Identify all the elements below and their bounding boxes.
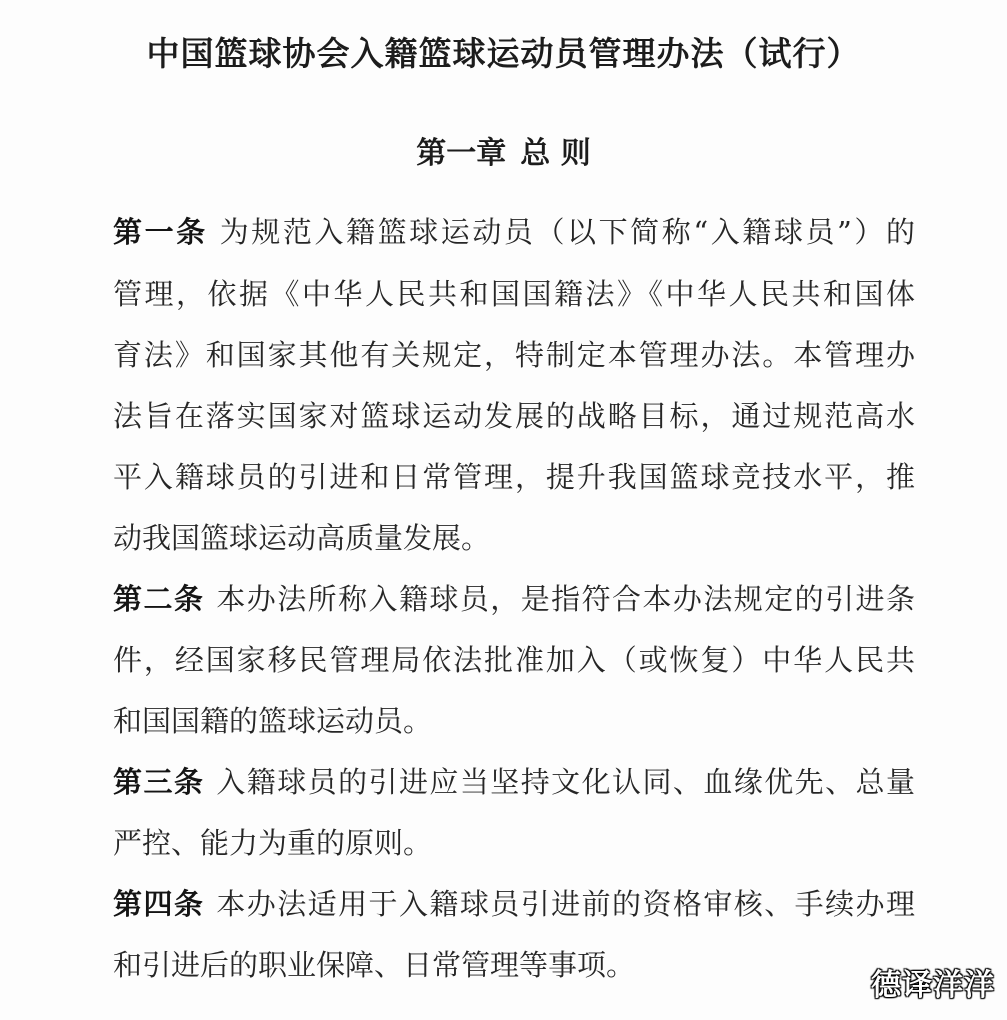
article-2-line-1 bbox=[113, 575, 915, 623]
article-1-line-1 bbox=[113, 208, 915, 256]
watermark: 德译洋洋 bbox=[871, 968, 995, 1003]
article-4-line-1 bbox=[113, 880, 915, 928]
article-2-text-1: 本办法所称入籍球员，是指符合本办法规定的引进条 bbox=[216, 582, 915, 616]
article-4-line-2: 和引进后的职业保障、日常管理等事项。 bbox=[113, 948, 636, 982]
chapter-number: 第一章 bbox=[416, 136, 507, 171]
article-2-label: 第二条 bbox=[113, 582, 205, 616]
article-1-label: 第一条 bbox=[113, 215, 208, 249]
article-1-line-3: 育法》和国家其他有关规定，特制定本管理办法。本管理办 bbox=[113, 338, 915, 372]
article-1-line-2: 管理，依据《中华人民共和国国籍法》《中华人民共和国体 bbox=[113, 277, 915, 311]
article-3-text-1: 入籍球员的引进应当坚持文化认同、血缘优先、总量 bbox=[216, 765, 915, 799]
article-1-text-1: 为规范入籍篮球运动员（以下简称“入籍球员”）的 bbox=[219, 215, 915, 249]
document-title: 中国篮球协会入籍篮球运动员管理办法（试行） bbox=[146, 34, 861, 73]
article-1-line-5: 平入籍球员的引进和日常管理，提升我国篮球竞技水平，推 bbox=[113, 460, 915, 494]
article-2-line-3: 和国国籍的篮球运动员。 bbox=[113, 704, 433, 738]
article-4-label: 第四条 bbox=[113, 887, 205, 921]
article-3-label: 第三条 bbox=[113, 765, 205, 799]
chapter-heading bbox=[0, 130, 1007, 178]
article-3-line-2: 严控、能力为重的原则。 bbox=[113, 826, 433, 860]
article-1-line-4: 法旨在落实国家对篮球运动发展的战略目标，通过规范高水 bbox=[113, 399, 915, 433]
article-3-line-1 bbox=[113, 758, 915, 806]
article-1-line-6: 动我国篮球运动高质量发展。 bbox=[113, 521, 491, 555]
article-2-line-2: 件，经国家移民管理局依法批准加入（或恢复）中华人民共 bbox=[113, 643, 915, 677]
article-4-text-1: 本办法适用于入籍球员引进前的资格审核、手续办理 bbox=[216, 887, 915, 921]
chapter-name: 总 则 bbox=[520, 136, 591, 171]
